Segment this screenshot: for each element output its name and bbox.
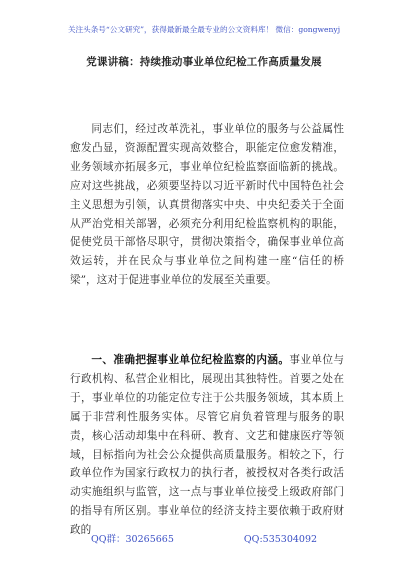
footer-contact [0, 531, 408, 545]
paragraph-intro [70, 120, 344, 290]
document-title: 党课讲稿：持续推动事业单位纪检工作高质量发展 [86, 56, 322, 68]
footer-qq-group: QQ群：30265665 [90, 534, 174, 545]
header-notice: 关注头条号“公文研究”，获得最新最全最专业的公文资料库！ 微信：gongwenyj [67, 25, 341, 34]
section-1-heading: 一、准确把握事业单位纪检监察的内涵。 [91, 354, 290, 366]
paragraph-intro-text: 同志们，经过改革洗礼，事业单位的服务与公益属性愈发凸显，资源配置实现高效整合，职能定位愈发精准，业务领域亦拓展多元，事业单位纪检监察面临新的挑战。应对这些挑战，必须要坚持以习近平新时代中国特色社会主义思想为引领，认真贯彻落实中央、中央纪委关于全面从严治党相关部署，必须充分利用纪检监察机构的职能，促使党员干部恪尽职守，贯彻决策指令，确保事业单位高效运转，并在民众与事业单位之间构建一座“信任的桥梁”，这对于促进事业单位的发展至关重要。 [70, 123, 344, 287]
footer-qq-number: QQ:535304092 [243, 534, 318, 545]
section-1-body: 事业单位与行政机构、私营企业相比，展现出其独特性。首要之处在于，事业单位的功能定位专注于公共服务领域，其本质上属于非营利性服务实体。尽管它肩负着管理与服务的职责，核心活动却集中在科研、教育、文艺和健康医疗等领域，目标指向为社会公众提供高质量服务。相较之下，行政单位作为国家行政权力的执行者，被授权对各类行政活动实施组织与监管，这一点与事业单位接受上级政府部门的指导有所区别。事业单位的经济支持主要依赖于政府财政的 [70, 354, 344, 537]
paragraph-section-1 [70, 351, 344, 540]
